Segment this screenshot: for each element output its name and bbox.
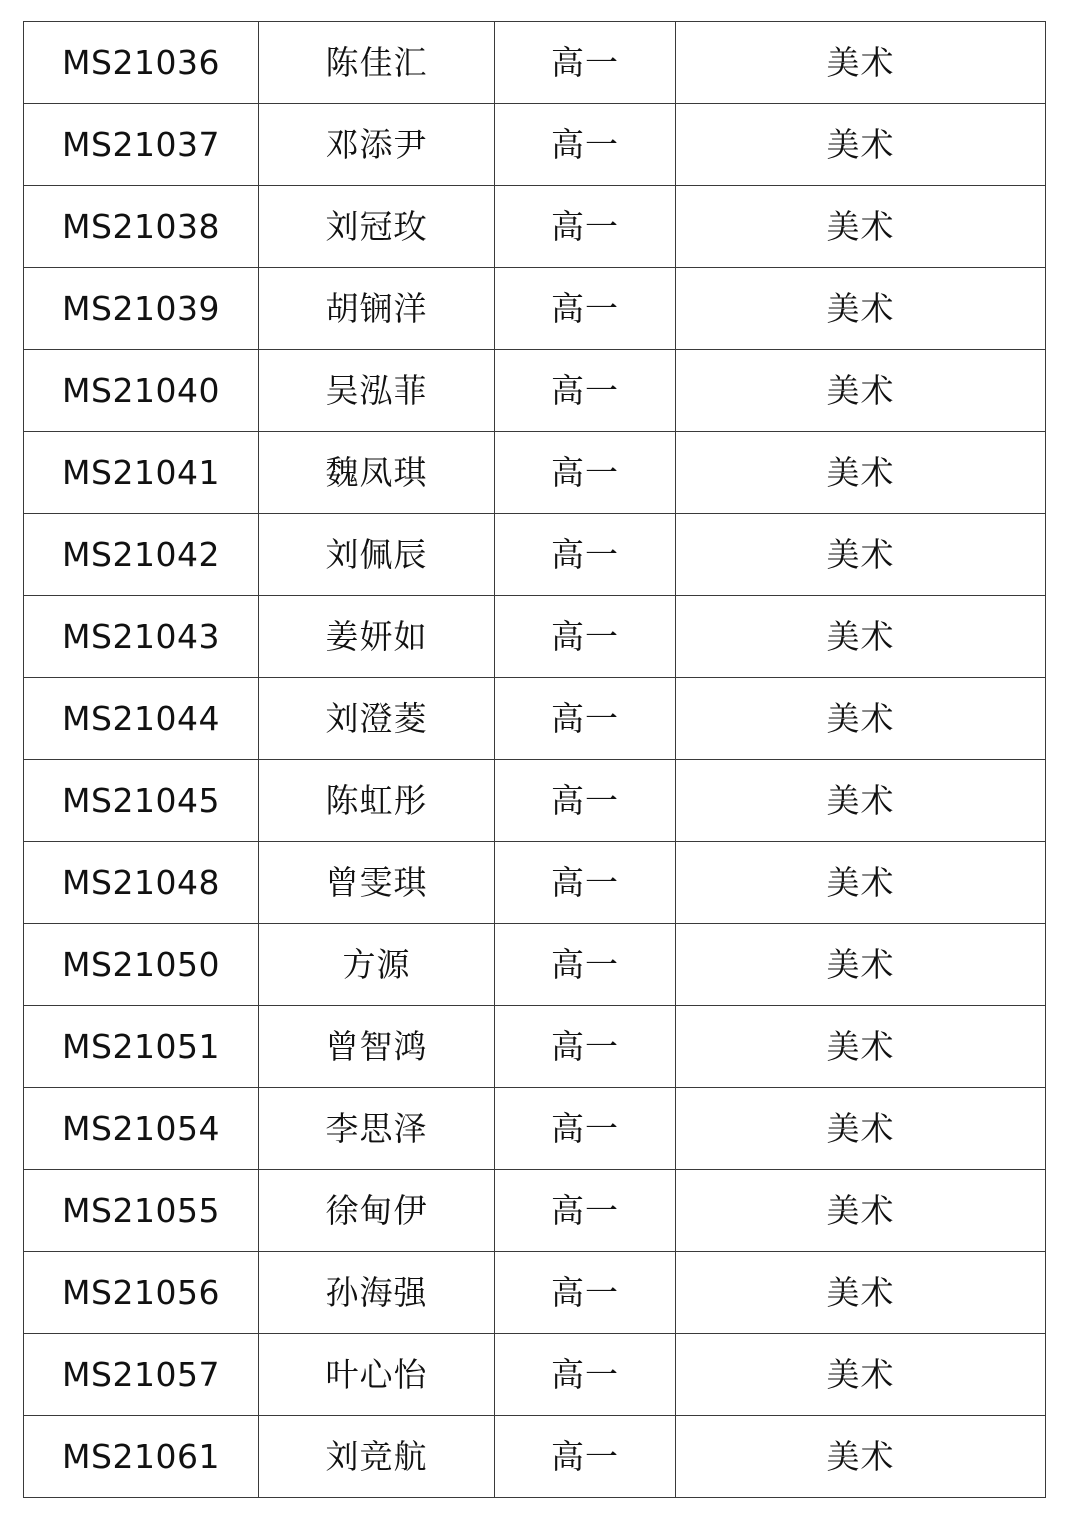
subject-cell: 美术 (676, 1006, 1046, 1088)
student-name-cell: 孙海强 (259, 1252, 495, 1334)
student-name-cell: 邓添尹 (259, 104, 495, 186)
table-row (24, 1170, 1046, 1252)
student-id-cell: MS21054 (24, 1088, 259, 1170)
student-name-cell: 刘冠玫 (259, 186, 495, 268)
grade-cell: 高一 (495, 432, 676, 514)
roster-body (24, 22, 1046, 1498)
grade-cell: 高一 (495, 924, 676, 1006)
student-name-cell: 徐甸伊 (259, 1170, 495, 1252)
grade-cell: 高一 (495, 514, 676, 596)
table-row (24, 1416, 1046, 1498)
subject-cell: 美术 (676, 186, 1046, 268)
grade-cell: 高一 (495, 1006, 676, 1088)
student-roster-table (23, 21, 1046, 1498)
student-name-cell: 姜妍如 (259, 596, 495, 678)
grade-cell: 高一 (495, 104, 676, 186)
table-row (24, 268, 1046, 350)
subject-cell: 美术 (676, 1088, 1046, 1170)
student-name-cell: 陈虹彤 (259, 760, 495, 842)
grade-cell: 高一 (495, 1170, 676, 1252)
student-id-cell: MS21044 (24, 678, 259, 760)
table-row (24, 104, 1046, 186)
grade-cell: 高一 (495, 1252, 676, 1334)
student-id-cell: MS21048 (24, 842, 259, 924)
student-name-cell: 刘竞航 (259, 1416, 495, 1498)
subject-cell: 美术 (676, 268, 1046, 350)
student-id-cell: MS21056 (24, 1252, 259, 1334)
table-row (24, 1088, 1046, 1170)
student-id-cell: MS21050 (24, 924, 259, 1006)
table-row (24, 924, 1046, 1006)
student-name-cell: 刘佩辰 (259, 514, 495, 596)
student-name-cell: 刘澄菱 (259, 678, 495, 760)
subject-cell: 美术 (676, 842, 1046, 924)
grade-cell: 高一 (495, 760, 676, 842)
student-name-cell: 曾雯琪 (259, 842, 495, 924)
subject-cell: 美术 (676, 596, 1046, 678)
table-row (24, 1334, 1046, 1416)
table-row (24, 432, 1046, 514)
student-name-cell: 吴泓菲 (259, 350, 495, 432)
student-name-cell: 曾智鸿 (259, 1006, 495, 1088)
student-name-cell: 陈佳汇 (259, 22, 495, 104)
subject-cell: 美术 (676, 1334, 1046, 1416)
student-id-cell: MS21040 (24, 350, 259, 432)
student-id-cell: MS21036 (24, 22, 259, 104)
student-id-cell: MS21051 (24, 1006, 259, 1088)
subject-cell: 美术 (676, 514, 1046, 596)
student-name-cell: 魏凤琪 (259, 432, 495, 514)
grade-cell: 高一 (495, 1088, 676, 1170)
subject-cell: 美术 (676, 1416, 1046, 1498)
grade-cell: 高一 (495, 1334, 676, 1416)
grade-cell: 高一 (495, 678, 676, 760)
student-id-cell: MS21045 (24, 760, 259, 842)
table-row (24, 1006, 1046, 1088)
student-name-cell: 方源 (259, 924, 495, 1006)
student-id-cell: MS21037 (24, 104, 259, 186)
subject-cell: 美术 (676, 760, 1046, 842)
student-id-cell: MS21041 (24, 432, 259, 514)
student-id-cell: MS21061 (24, 1416, 259, 1498)
grade-cell: 高一 (495, 1416, 676, 1498)
table-row (24, 22, 1046, 104)
table-row (24, 596, 1046, 678)
subject-cell: 美术 (676, 432, 1046, 514)
grade-cell: 高一 (495, 350, 676, 432)
student-id-cell: MS21042 (24, 514, 259, 596)
table-row (24, 760, 1046, 842)
subject-cell: 美术 (676, 1252, 1046, 1334)
student-id-cell: MS21039 (24, 268, 259, 350)
table-row (24, 842, 1046, 924)
student-id-cell: MS21038 (24, 186, 259, 268)
table-row (24, 350, 1046, 432)
grade-cell: 高一 (495, 22, 676, 104)
grade-cell: 高一 (495, 596, 676, 678)
table-row (24, 514, 1046, 596)
subject-cell: 美术 (676, 350, 1046, 432)
table-row (24, 678, 1046, 760)
subject-cell: 美术 (676, 678, 1046, 760)
student-id-cell: MS21057 (24, 1334, 259, 1416)
subject-cell: 美术 (676, 1170, 1046, 1252)
student-name-cell: 叶心怡 (259, 1334, 495, 1416)
grade-cell: 高一 (495, 186, 676, 268)
grade-cell: 高一 (495, 268, 676, 350)
grade-cell: 高一 (495, 842, 676, 924)
student-name-cell: 胡锎洋 (259, 268, 495, 350)
student-id-cell: MS21043 (24, 596, 259, 678)
subject-cell: 美术 (676, 22, 1046, 104)
subject-cell: 美术 (676, 924, 1046, 1006)
student-id-cell: MS21055 (24, 1170, 259, 1252)
table-row (24, 1252, 1046, 1334)
student-name-cell: 李思泽 (259, 1088, 495, 1170)
subject-cell: 美术 (676, 104, 1046, 186)
table-row (24, 186, 1046, 268)
